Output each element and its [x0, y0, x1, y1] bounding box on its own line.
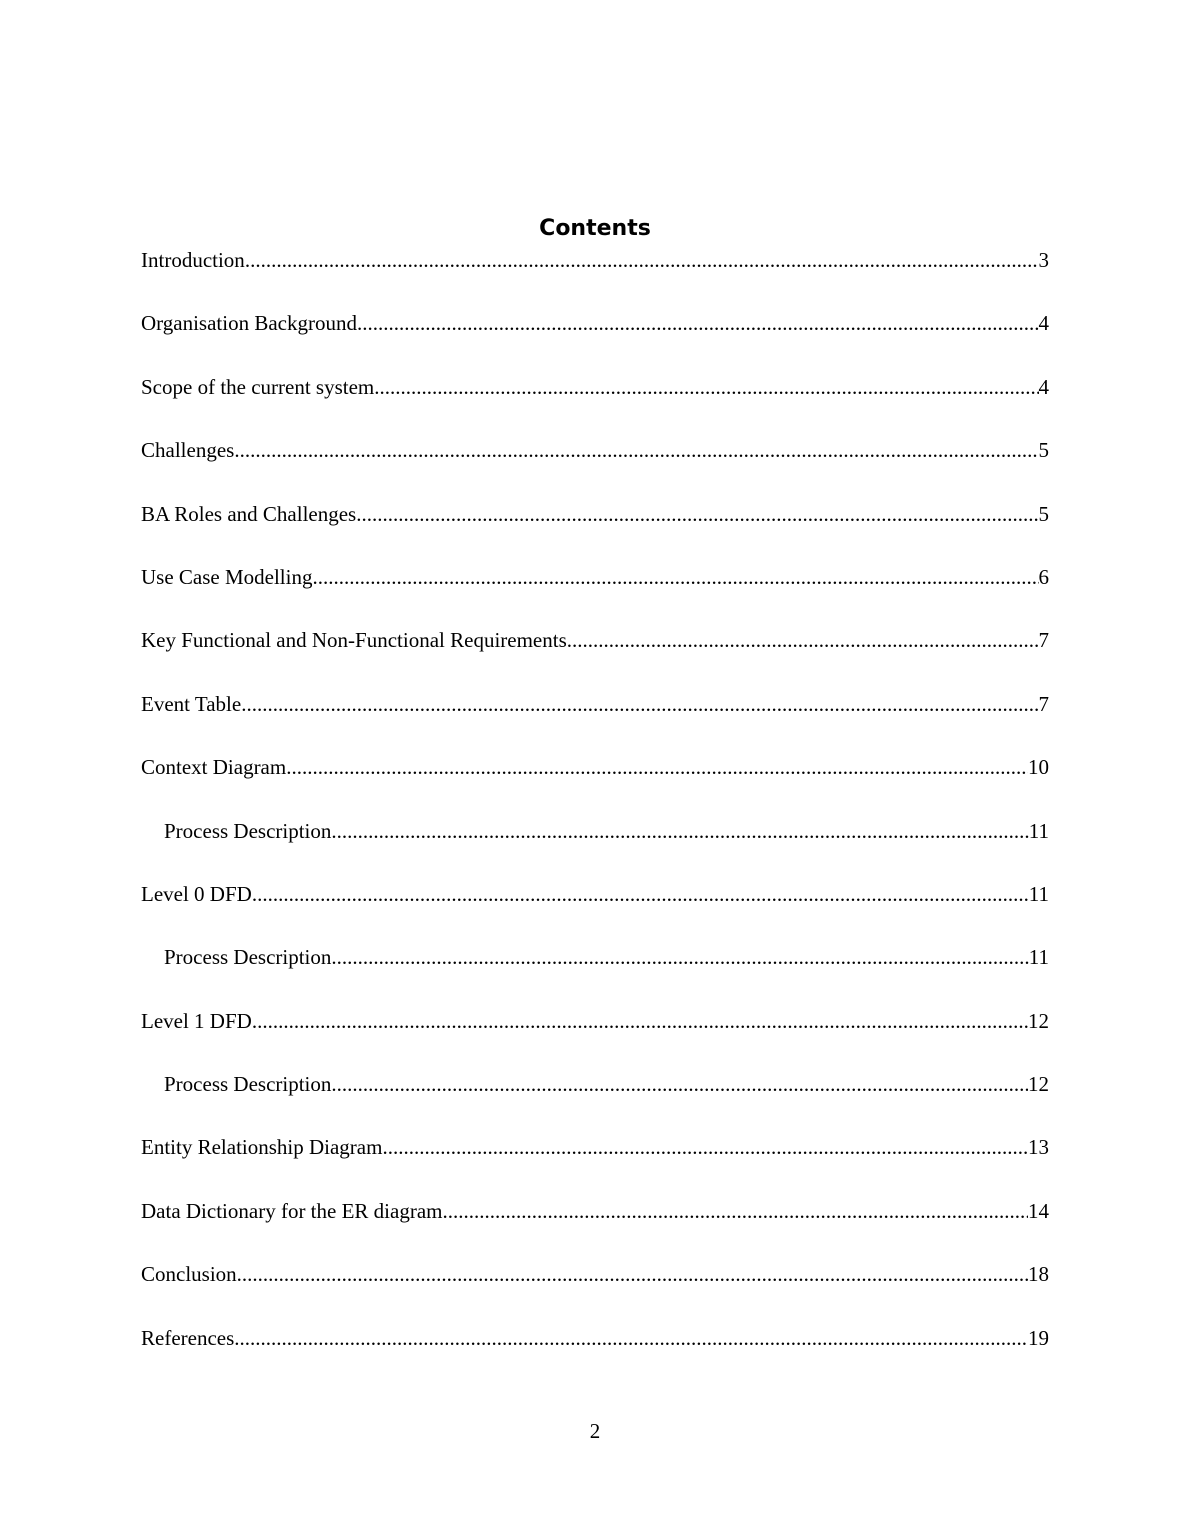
- toc-entry-label: Conclusion: [141, 1262, 237, 1287]
- toc-dot-leader: [241, 689, 1038, 719]
- toc-entry-page: 6: [1038, 564, 1049, 589]
- toc-dot-leader: [331, 1069, 1028, 1099]
- toc-entry-level-1-dfd[interactable]: [141, 1006, 1049, 1069]
- toc-entry-page: 12: [1028, 1072, 1049, 1097]
- toc-entry-introduction[interactable]: [141, 245, 1049, 308]
- toc-dot-leader: [357, 308, 1039, 338]
- toc-entry-label: Process Description: [164, 1072, 332, 1097]
- toc-entry-label: Data Dictionary for the ER diagram: [141, 1198, 443, 1223]
- toc-dot-leader: [331, 816, 1028, 846]
- toc-title: Contents: [539, 216, 651, 241]
- toc-entry-page: 3: [1038, 248, 1049, 272]
- toc-entry-process-description[interactable]: [141, 1069, 1049, 1132]
- toc-entry-label: Level 0 DFD: [141, 881, 252, 906]
- toc-entry-use-case-modelling[interactable]: [141, 562, 1049, 625]
- toc-dot-leader: [252, 1006, 1028, 1036]
- toc-entry-organisation-background[interactable]: [141, 308, 1049, 371]
- toc-entry-label: BA Roles and Challenges: [141, 501, 357, 526]
- toc-entry-process-description[interactable]: [141, 816, 1049, 879]
- toc-entry-label: References: [141, 1325, 235, 1350]
- toc-entry-scope-of-current-system[interactable]: [141, 372, 1049, 435]
- toc-entry-label: Introduction: [141, 248, 245, 272]
- toc-entry-page: 18: [1028, 1262, 1049, 1287]
- toc-entry-page: 5: [1038, 501, 1049, 526]
- toc-entry-conclusion[interactable]: [141, 1259, 1049, 1322]
- toc-entry-context-diagram[interactable]: [141, 752, 1049, 815]
- toc-entry-label: Organisation Background: [141, 311, 357, 336]
- toc-entry-page: 19: [1028, 1325, 1049, 1350]
- toc-entry-data-dictionary[interactable]: [141, 1196, 1049, 1259]
- toc-entry-label: Key Functional and Non-Functional Requirements: [141, 628, 567, 653]
- toc-dot-leader: [312, 562, 1038, 592]
- toc-dot-leader: [331, 942, 1028, 972]
- toc-dot-leader: [374, 372, 1038, 402]
- toc-entry-label: Entity Relationship Diagram: [141, 1135, 383, 1160]
- toc-entry-page: 4: [1038, 374, 1049, 399]
- toc-dot-leader: [286, 752, 1028, 782]
- toc-entry-page: 11: [1028, 881, 1049, 906]
- toc-entry-entity-relationship-diagram[interactable]: [141, 1132, 1049, 1195]
- toc-entry-label: Use Case Modelling: [141, 564, 313, 589]
- toc-entry-label: Scope of the current system: [141, 374, 375, 399]
- toc-entry-level-0-dfd[interactable]: [141, 879, 1049, 942]
- toc-entry-label: Context Diagram: [141, 755, 287, 780]
- toc-dot-leader: [356, 499, 1038, 529]
- toc-dot-leader: [234, 435, 1038, 465]
- toc-entry-page: 7: [1038, 628, 1049, 653]
- toc-entry-page: 13: [1028, 1135, 1049, 1160]
- toc-dot-leader: [442, 1196, 1028, 1226]
- toc-entry-ba-roles-and-challenges[interactable]: [141, 499, 1049, 562]
- toc-entry-page: 11: [1028, 945, 1049, 970]
- toc-entry-label: Process Description: [164, 945, 332, 970]
- table-of-contents: [141, 245, 1049, 1386]
- toc-dot-leader: [234, 1323, 1028, 1353]
- toc-entry-page: 11: [1028, 818, 1049, 843]
- toc-entry-event-table[interactable]: [141, 689, 1049, 752]
- toc-entry-page: 5: [1038, 438, 1049, 463]
- toc-entry-references[interactable]: [141, 1323, 1049, 1386]
- toc-dot-leader: [245, 245, 1039, 275]
- toc-dot-leader: [237, 1259, 1028, 1289]
- toc-entry-label: Level 1 DFD: [141, 1008, 252, 1033]
- toc-dot-leader: [382, 1132, 1028, 1162]
- toc-entry-page: 7: [1038, 691, 1049, 716]
- toc-entry-page: 12: [1028, 1008, 1049, 1033]
- toc-dot-leader: [252, 879, 1029, 909]
- toc-entry-label: Challenges: [141, 438, 235, 463]
- toc-entry-key-requirements[interactable]: [141, 625, 1049, 688]
- page-number: 2: [589, 1419, 601, 1443]
- toc-entry-label: Process Description: [164, 818, 332, 843]
- toc-dot-leader: [567, 625, 1039, 655]
- toc-entry-challenges[interactable]: [141, 435, 1049, 498]
- toc-entry-page: 14: [1028, 1198, 1049, 1223]
- toc-entry-page: 4: [1038, 311, 1049, 336]
- toc-entry-label: Event Table: [141, 691, 242, 716]
- toc-entry-process-description[interactable]: [141, 942, 1049, 1005]
- toc-entry-page: 10: [1028, 755, 1049, 780]
